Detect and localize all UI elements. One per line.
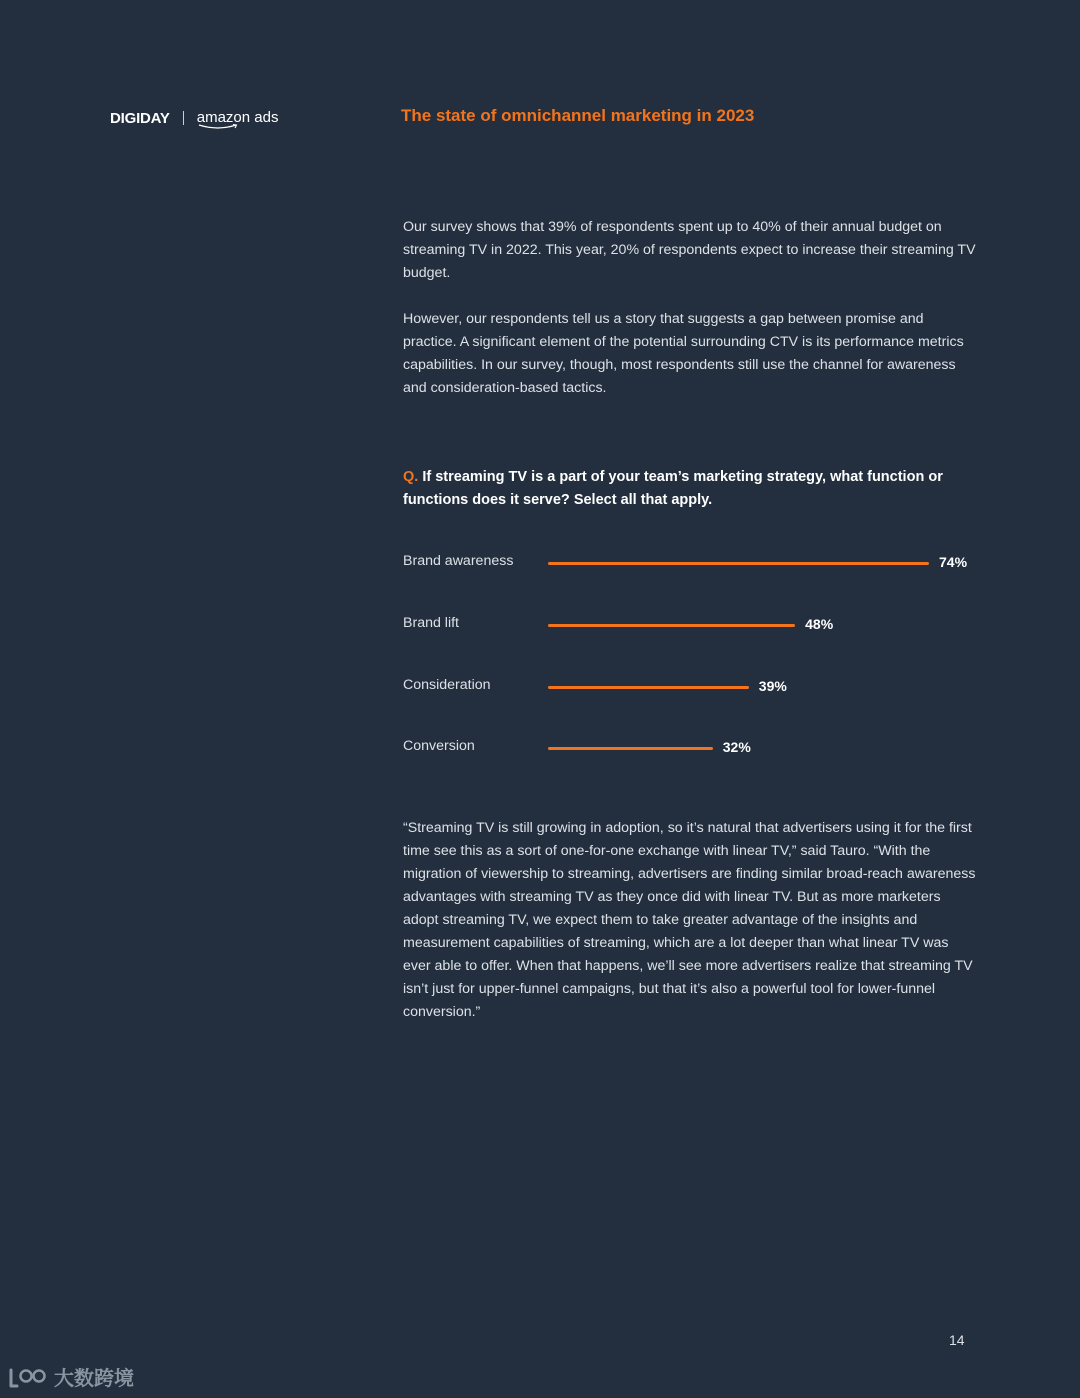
amazon-ads-logo-text: amazon ads	[196, 109, 279, 126]
question-prefix: Q.	[403, 469, 419, 485]
amazon-smile-icon	[198, 124, 238, 130]
watermark-logo-icon	[8, 1364, 48, 1390]
chart-row	[403, 675, 1003, 699]
bar	[548, 686, 749, 689]
bar-label: Consideration	[403, 677, 491, 693]
bar-value-label: 32%	[722, 739, 751, 755]
bar-value-label: 39%	[758, 678, 787, 694]
bar	[548, 747, 713, 750]
amazon-ads-logo	[197, 109, 279, 127]
chart-row	[403, 736, 1003, 760]
bar-label: Conversion	[403, 738, 475, 754]
digiday-logo: DIGIDAY	[110, 109, 170, 127]
bar	[548, 562, 929, 565]
bar-value-label: 48%	[805, 616, 834, 632]
second-paragraph: However, our respondents tell us a story that suggests a gap between promise and practice. A significant element of the potential surrounding CTV is its performance metrics capabilities. In our survey, though, most respondents still use the channel for awareness and consideration-based tactics.	[403, 311, 964, 396]
watermark	[8, 1362, 134, 1391]
header-logos	[110, 106, 278, 130]
logo-divider	[183, 111, 184, 125]
bar-label: Brand awareness	[403, 553, 514, 569]
intro-paragraph: Our survey shows that 39% of respondents spent up to 40% of their annual budget on streaming TV in 2022. This year, 20% of respondents expect to increase their streaming TV budget.	[403, 219, 976, 281]
chart-row	[403, 551, 1003, 575]
streaming-tv-function-chart	[403, 540, 1003, 780]
bar-value-label: 74%	[939, 554, 968, 570]
bar-label: Brand lift	[403, 615, 459, 631]
chart-row	[403, 613, 1003, 637]
tauro-quote: “Streaming TV is still growing in adoption, so it’s natural that advertisers using it for the first time see this as a sort of one-for-one exchange with linear TV,” said Tauro. “With the migration of viewership to streaming, advertisers are finding similar broad-reach awareness advantages with streaming TV as they once did with linear TV. But as more marketers adopt streaming TV, we expect them to take greater advantage of the insights and measurement capabilities of streaming, which are a lot deeper than what linear TV was ever able to offer. When that happens, we’ll see more advertisers realize that streaming TV isn’t just for upper-funnel campaigns, but that it’s also a powerful tool for lower-funnel conversion.”	[403, 820, 976, 1020]
report-title: The state of omnichannel marketing in 2023	[401, 106, 755, 125]
watermark-text: 大数跨境	[54, 1368, 134, 1390]
question-text: If streaming TV is a part of your team’s marketing strategy, what function or functions does it serve? Select all that apply.	[403, 469, 943, 508]
bar	[548, 624, 795, 627]
survey-question	[403, 466, 973, 512]
page-number: 14	[949, 1332, 965, 1348]
